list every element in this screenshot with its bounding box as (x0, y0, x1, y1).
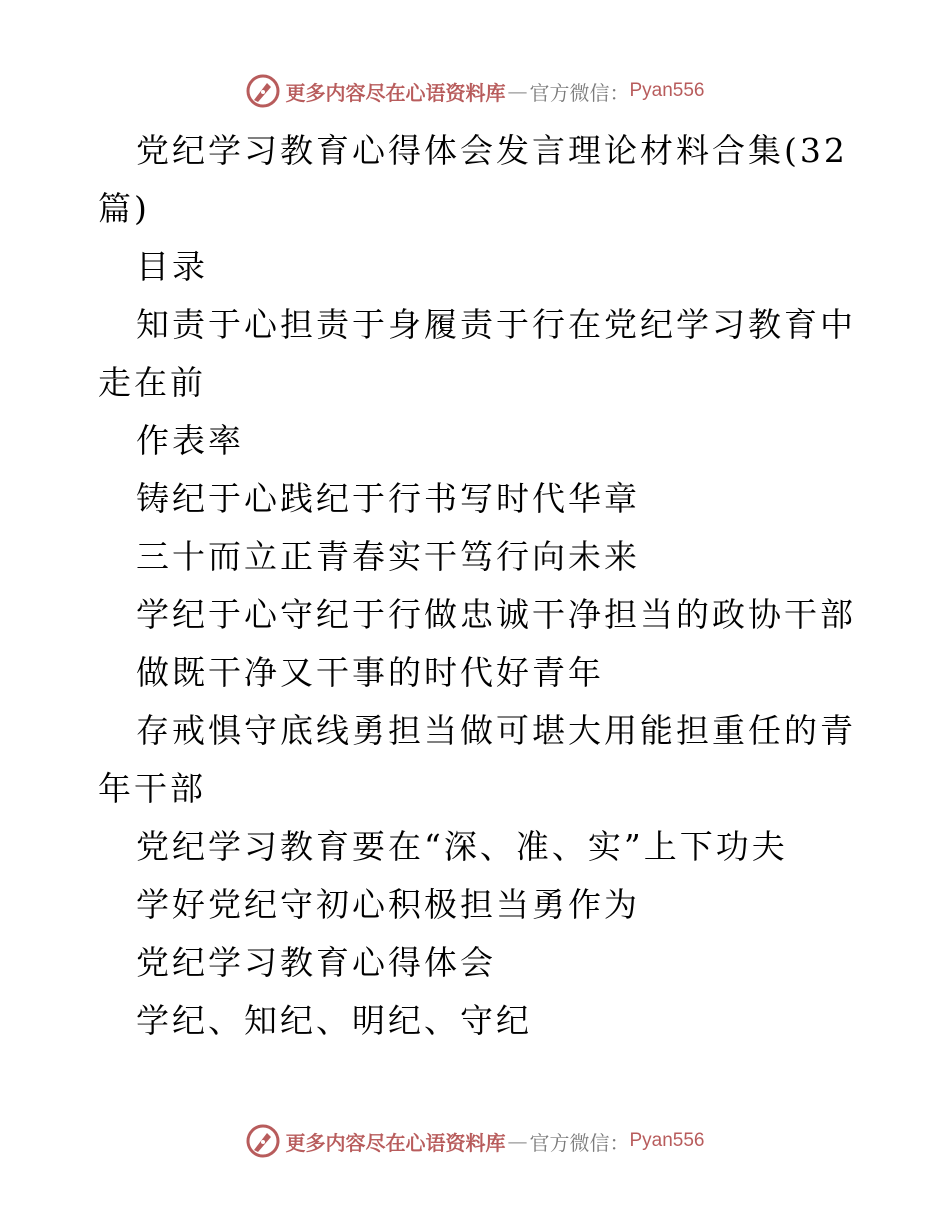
footer-wechat-id: Pyan556 (629, 1130, 705, 1151)
header-banner (0, 71, 950, 111)
footer-dash: — (507, 1129, 528, 1153)
toc-entry: 党纪学习教育要在“深、准、实”上下功夫 (136, 827, 788, 866)
toc-entry: 党纪学习教育心得体会 (136, 943, 496, 982)
footer-banner (0, 1121, 950, 1161)
footer-brand-text: 更多内容尽在心语资料库 (285, 1130, 506, 1155)
footer-official-label: 官方微信： (529, 1130, 630, 1155)
document-body (98, 122, 858, 1050)
toc-entry: 铸纪于心践纪于行书写时代华章 (136, 479, 640, 518)
toc-entry: 学纪于心守纪于行做忠诚干净担当的政协干部 (136, 595, 856, 634)
toc-entry: 三十而立正青春实干笃行向未来 (136, 537, 640, 576)
toc-entry: 学好党纪守初心积极担当勇作为 (136, 885, 640, 924)
toc-entry: 做既干净又干事的时代好青年 (136, 653, 604, 692)
toc-entry: 学纪、知纪、明纪、守纪 (136, 1001, 532, 1040)
header-brand-text: 更多内容尽在心语资料库 (285, 80, 506, 105)
header-wechat-id: Pyan556 (629, 80, 705, 101)
toc-heading: 目录 (136, 247, 208, 286)
pen-nib-logo-icon (245, 1123, 281, 1159)
header-official-label: 官方微信： (529, 80, 630, 105)
toc-entry: 存戒惧守底线勇担当做可堪大用能担重任的青年干部 (98, 711, 856, 808)
toc-entry: 知责于心担责于身履责于行在党纪学习教育中走在前 (98, 305, 856, 402)
pen-nib-logo-icon (245, 73, 281, 109)
toc-entry: 作表率 (136, 421, 244, 460)
header-dash: — (507, 79, 528, 103)
document-title: 党纪学习教育心得体会发言理论材料合集(32篇) (98, 131, 848, 228)
